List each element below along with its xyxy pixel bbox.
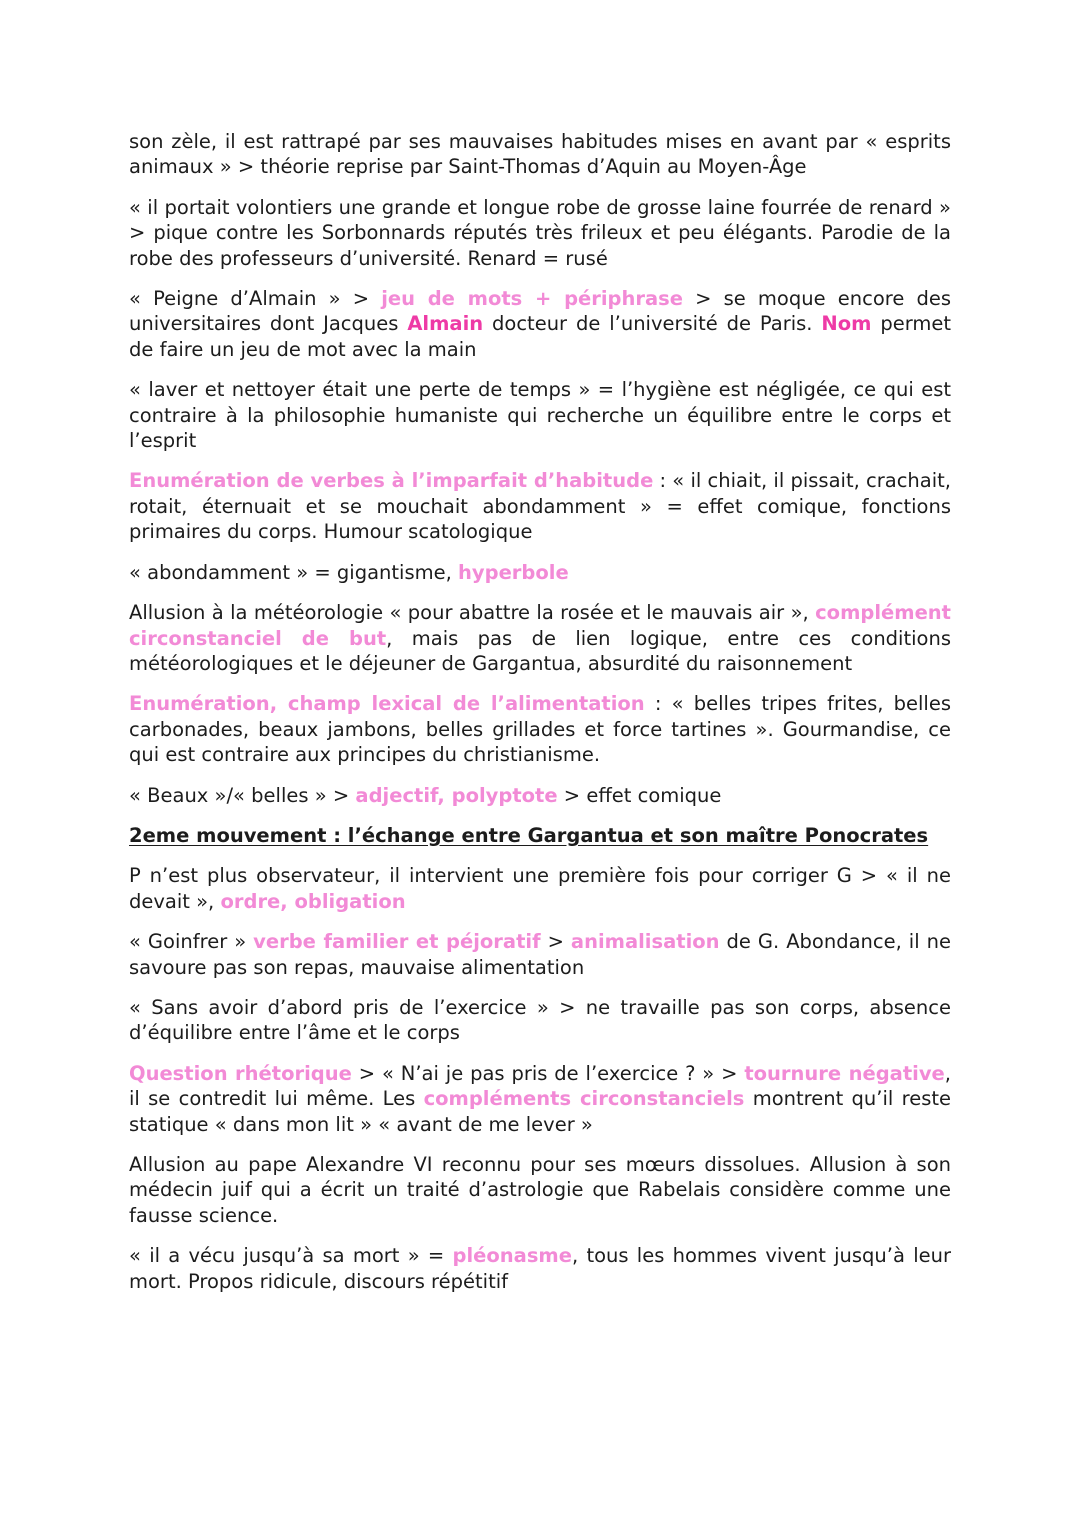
para-esprits-animaux — [129, 129, 951, 180]
text-run: « il a vécu jusqu’à sa mort » = — [129, 1244, 453, 1268]
highlighted-term: adjectif, polyptote — [355, 783, 558, 807]
text-run: Allusion au pape Alexandre VI reconnu pour ses mœurs dissolues. Allusion à son médecin juif qui a écrit un traité d’astrologie que Rabelais considère comme une fausse science. — [129, 1153, 951, 1227]
para-enumeration-verbes — [129, 468, 951, 544]
highlighted-term: Enumération de verbes à l’imparfait d’habitude — [129, 469, 654, 493]
text-run: > se moque encore des universitaires dont Jacques — [129, 287, 952, 336]
text-run: « laver et nettoyer était une perte de temps » = l’hygiène est négligée, ce qui est contraire à la philosophie humaniste qui recherche un équilibre entre le corps et l’esprit — [129, 378, 951, 453]
text-run: son zèle, il est rattrapé par ses mauvaises habitudes mises en avant par « esprits animaux » > théorie reprise par Saint-Thomas d’Aquin au Moyen-Âge — [129, 130, 951, 179]
highlighted-term: complément circonstanciel de but — [129, 601, 951, 650]
text-run: de G. Abondance, il ne savoure pas son repas, mauvaise alimentation — [129, 930, 951, 979]
text-run: P n’est plus observateur, il intervient une première fois pour corriger G > « il ne devait », — [129, 864, 951, 913]
text-run: « Goinfrer » — [129, 930, 254, 954]
text-run: « Peigne d’Almain » > — [129, 287, 382, 311]
para-hygiene — [129, 377, 951, 453]
text-run: : « belles tripes frites, belles carbonades, beaux jambons, belles grillades et force tartines ». Gourmandise, ce qui est contraire aux principes du christianisme. — [129, 692, 951, 767]
text-run: 2eme mouvement : l’échange entre Gargantua et son maître Ponocrates — [129, 823, 929, 847]
text-run: , il se contredit lui même. Les — [129, 1061, 951, 1111]
text-run: > « N’ai je pas pris de l’exercice ? » > — [351, 1061, 745, 1085]
highlighted-term: Almain — [407, 312, 484, 336]
text-run: « il portait volontiers une grande et longue robe de grosse laine fourrée de renard » > pique contre les Sorbonnards réputés très frileux et peu élégants. Parodie de la robe des professeurs d’université. Renard = rusé — [129, 195, 951, 270]
highlighted-term: Enumération, champ lexical de l’alimentation — [129, 692, 645, 716]
text-run: « abondamment » = gigantisme, — [129, 560, 459, 584]
highlighted-term: jeu de mots + périphrase — [381, 287, 684, 311]
highlighted-term: Nom — [821, 312, 872, 336]
highlighted-term: ordre, obligation — [220, 889, 406, 913]
para-pleonasme — [129, 1243, 951, 1294]
highlighted-term: Question rhétorique — [129, 1061, 352, 1085]
para-goinfrer — [129, 929, 951, 980]
text-run: , mais pas de lien logique, entre ces conditions météorologiques et le déjeuner de Gargantua, absurdité du raisonnement — [129, 626, 951, 675]
text-run: « Beaux »/« belles » > — [129, 783, 356, 807]
highlighted-term: tournure négative — [744, 1061, 945, 1085]
document-body — [129, 129, 951, 1309]
text-run: > effet comique — [557, 783, 722, 807]
highlighted-term: compléments circonstanciels — [423, 1087, 745, 1111]
highlighted-term: animalisation — [570, 930, 720, 954]
highlighted-term: verbe familier et péjoratif — [253, 930, 541, 954]
para-peigne-almain — [129, 286, 951, 362]
para-robe-renard — [129, 195, 951, 271]
para-alimentation — [129, 691, 951, 767]
text-run: : « il chiait, il pissait, crachait, rotait, éternuait et se mouchait abondamment » = effet comique, fonctions primaires du corps. Humour scatologique — [129, 469, 951, 544]
para-polyptote — [129, 783, 951, 808]
para-question-rhetorique — [129, 1061, 951, 1137]
section-heading-2eme-mouvement — [129, 823, 951, 848]
text-run: montrent qu’il reste statique « dans mon lit » « avant de me lever » — [129, 1087, 952, 1136]
para-pape-alexandre — [129, 1152, 951, 1228]
para-abondamment — [129, 560, 951, 585]
text-run: Allusion à la météorologie « pour abattre la rosée et le mauvais air », — [129, 601, 816, 625]
highlighted-term: pléonasme — [452, 1244, 572, 1268]
text-run: « Sans avoir d’abord pris de l’exercice » > ne travaille pas son corps, absence d’équilibre entre l’âme et le corps — [129, 995, 951, 1045]
text-run: permet de faire un jeu de mot avec la main — [129, 312, 952, 361]
para-observateur — [129, 863, 951, 914]
para-meteorologie — [129, 600, 951, 676]
text-run: > — [540, 930, 571, 954]
text-run: , tous les hommes vivent jusqu’à leur mort. Propos ridicule, discours répétitif — [129, 1244, 951, 1293]
text-run: docteur de l’université de Paris. — [483, 312, 822, 336]
highlighted-term: hyperbole — [458, 560, 569, 584]
para-exercice — [129, 995, 951, 1046]
